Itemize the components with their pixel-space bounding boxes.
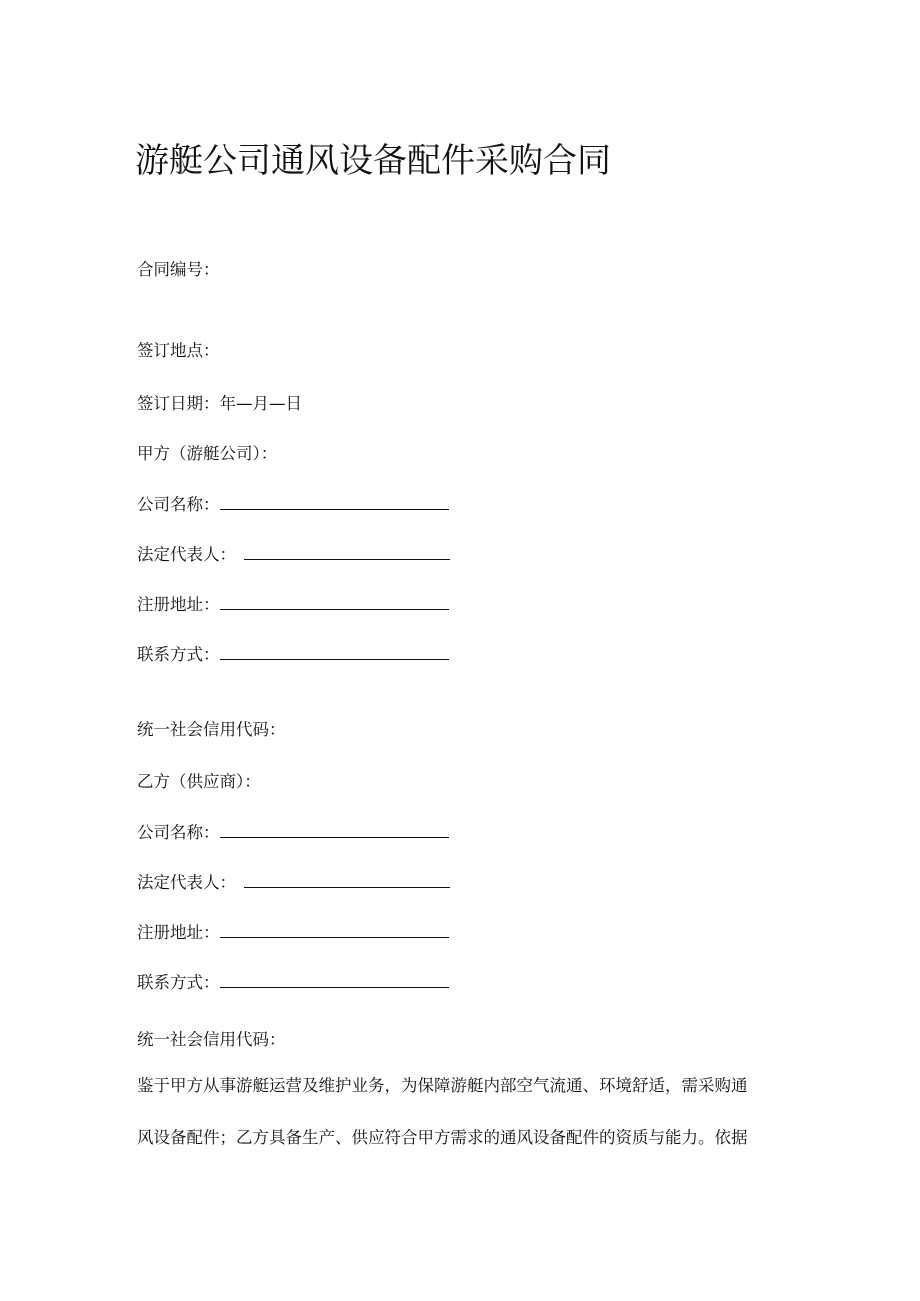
contract-title: 游艇公司通风设备配件采购合同	[135, 141, 611, 181]
party-a-company-name-row	[137, 492, 449, 517]
party-a-company-name-label: 公司名称：	[137, 495, 220, 514]
party-a-contact-field[interactable]	[220, 642, 449, 660]
party-b-address-label: 注册地址：	[137, 923, 220, 942]
party-b-contact-field[interactable]	[220, 970, 449, 988]
party-a-contact-label: 联系方式：	[137, 645, 220, 664]
party-a-company-name-field[interactable]	[220, 492, 449, 510]
party-b-company-name-row	[137, 820, 449, 845]
party-a-legal-rep-row	[137, 542, 450, 567]
party-a-heading: 甲方（游艇公司）：	[137, 444, 278, 463]
preamble-line-1: 鉴于甲方从事游艇运营及维护业务，为保障游艇内部空气流通、环境舒适，需采购通	[137, 1076, 748, 1095]
party-b-address-field[interactable]	[220, 920, 449, 938]
party-b-contact-label: 联系方式：	[137, 973, 220, 992]
party-b-credit-code-label: 统一社会信用代码：	[137, 1030, 286, 1049]
party-a-credit-code-label: 统一社会信用代码：	[137, 720, 286, 739]
party-b-legal-rep-row	[137, 870, 450, 895]
party-b-address-row	[137, 920, 449, 945]
party-b-company-name-field[interactable]	[220, 820, 449, 838]
preamble-line-2: 风设备配件；乙方具备生产、供应符合甲方需求的通风设备配件的资质与能力。依据	[137, 1128, 748, 1147]
party-a-address-label: 注册地址：	[137, 595, 220, 614]
party-b-company-name-label: 公司名称：	[137, 823, 220, 842]
contract-number-label: 合同编号：	[137, 260, 220, 279]
party-b-contact-row	[137, 970, 449, 995]
party-b-legal-rep-label: 法定代表人：	[137, 873, 236, 892]
party-a-contact-row	[137, 642, 449, 667]
party-a-legal-rep-label: 法定代表人：	[137, 545, 236, 564]
signing-date-label: 签订日期：年—月—日	[137, 394, 302, 413]
party-a-address-row	[137, 592, 449, 617]
party-b-legal-rep-field[interactable]	[244, 870, 450, 888]
party-b-heading: 乙方（供应商）：	[137, 772, 261, 791]
signing-place-label: 签订地点：	[137, 341, 220, 360]
party-a-legal-rep-field[interactable]	[244, 542, 450, 560]
party-a-address-field[interactable]	[220, 592, 449, 610]
